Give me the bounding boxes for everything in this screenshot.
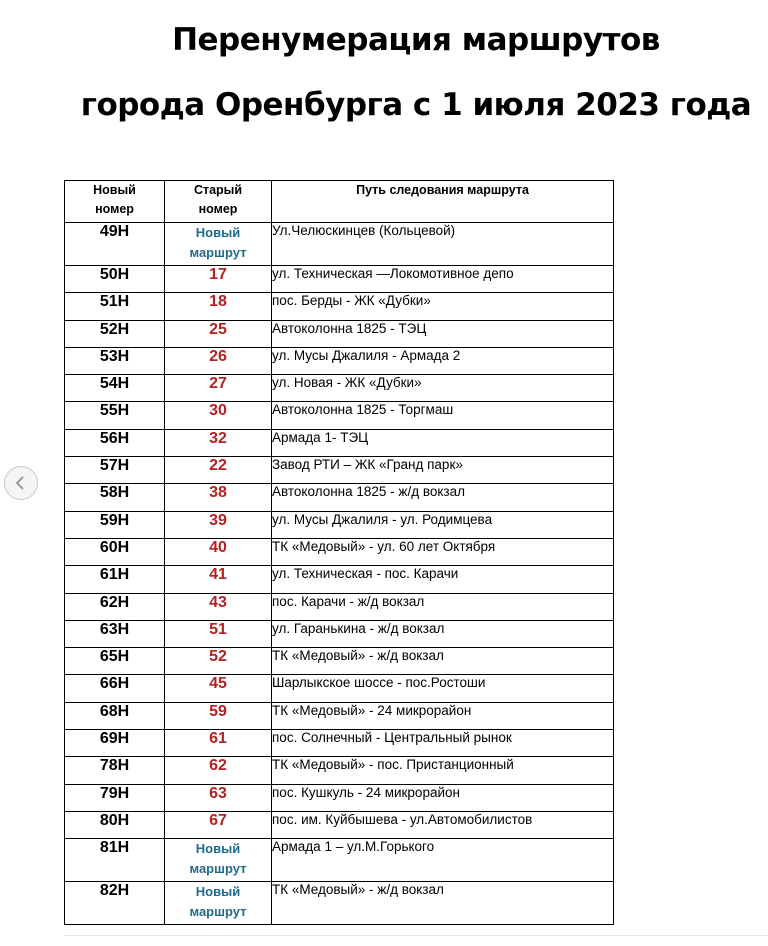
route-path: ТК «Медовый» - ул. 60 лет Октября	[272, 538, 614, 565]
route-path: Армада 1 – ул.М.Горького	[272, 839, 614, 882]
table-row	[65, 223, 614, 266]
old-route-number: 51	[165, 620, 272, 647]
new-route-label-line2: маршрут	[189, 245, 247, 260]
new-route-number: 55Н	[65, 402, 165, 429]
routes-table	[64, 180, 614, 925]
divider	[64, 935, 768, 936]
table-row	[65, 429, 614, 456]
new-route-number: 51Н	[65, 293, 165, 320]
new-route-number: 65Н	[65, 648, 165, 675]
new-route-number: 57Н	[65, 457, 165, 484]
new-route-label	[165, 882, 272, 925]
old-route-number: 52	[165, 648, 272, 675]
route-path: ТК «Медовый» - пос. Пристанционный	[272, 757, 614, 784]
new-route-number: 63Н	[65, 620, 165, 647]
old-route-number: 18	[165, 293, 272, 320]
new-route-number: 56Н	[65, 429, 165, 456]
chevron-left-icon	[13, 475, 29, 491]
old-route-number: 26	[165, 347, 272, 374]
route-path: пос. Карачи - ж/д вокзал	[272, 593, 614, 620]
table-row	[65, 702, 614, 729]
table-row	[65, 484, 614, 511]
new-route-number: 82Н	[65, 882, 165, 925]
table-row	[65, 882, 614, 925]
route-path: Ул.Челюскинцев (Кольцевой)	[272, 223, 614, 266]
old-route-number: 25	[165, 320, 272, 347]
old-route-number: 17	[165, 266, 272, 293]
new-route-number: 59Н	[65, 511, 165, 538]
header-old-number-line2: номер	[198, 202, 238, 216]
route-path: Армада 1- ТЭЦ	[272, 429, 614, 456]
new-route-number: 58Н	[65, 484, 165, 511]
old-route-number: 39	[165, 511, 272, 538]
new-route-number: 79Н	[65, 784, 165, 811]
page-title-line2: города Оренбурга с 1 июля 2023 года	[80, 87, 752, 123]
table-row	[65, 538, 614, 565]
new-route-number: 66Н	[65, 675, 165, 702]
table-row	[65, 511, 614, 538]
route-path: ТК «Медовый» - ж/д вокзал	[272, 648, 614, 675]
route-path: пос. Берды - ЖК «Дубки»	[272, 293, 614, 320]
new-route-number: 53Н	[65, 347, 165, 374]
new-route-number: 60Н	[65, 538, 165, 565]
old-route-number: 43	[165, 593, 272, 620]
route-path: ул. Новая - ЖК «Дубки»	[272, 375, 614, 402]
old-route-number: 61	[165, 730, 272, 757]
route-path: Автоколонна 1825 - ж/д вокзал	[272, 484, 614, 511]
table-row	[65, 648, 614, 675]
route-path: Шарлыкское шоссе - пос.Ростоши	[272, 675, 614, 702]
header-old-number	[165, 181, 272, 223]
new-route-number: 78Н	[65, 757, 165, 784]
new-route-number: 69Н	[65, 730, 165, 757]
table-row	[65, 757, 614, 784]
new-route-number: 68Н	[65, 702, 165, 729]
table-row	[65, 839, 614, 882]
page-title-line1: Перенумерация маршрутов	[172, 22, 660, 58]
route-path: ул. Гаранькина - ж/д вокзал	[272, 620, 614, 647]
header-new-number	[65, 181, 165, 223]
table-row	[65, 784, 614, 811]
new-route-label-line1: Новый	[195, 841, 241, 857]
route-path: ул. Мусы Джалиля - ул. Родимцева	[272, 511, 614, 538]
table-row	[65, 375, 614, 402]
route-path: ул. Техническая - пос. Карачи	[272, 566, 614, 593]
new-route-label-line2: маршрут	[189, 904, 247, 920]
table-row	[65, 566, 614, 593]
table-row	[65, 457, 614, 484]
table-row	[65, 293, 614, 320]
header-old-number-line1: Старый	[193, 183, 243, 197]
new-route-label-line1: Новый	[195, 884, 241, 900]
route-path: ТК «Медовый» - ж/д вокзал	[272, 882, 614, 925]
route-path: ул. Техническая —Локомотивное депо	[272, 266, 614, 293]
route-path: ТК «Медовый» - 24 микрорайон	[272, 702, 614, 729]
old-route-number: 27	[165, 375, 272, 402]
table-header-row	[65, 181, 614, 223]
route-path: пос. им. Куйбышева - ул.Автомобилистов	[272, 811, 614, 838]
table-row	[65, 320, 614, 347]
previous-slide-button[interactable]	[4, 466, 38, 500]
new-route-number: 50Н	[65, 266, 165, 293]
table-row	[65, 811, 614, 838]
new-route-label-line2: маршрут	[189, 861, 247, 877]
old-route-number: 22	[165, 457, 272, 484]
old-route-number: 63	[165, 784, 272, 811]
old-route-number: 62	[165, 757, 272, 784]
table-row	[65, 620, 614, 647]
old-route-number: 67	[165, 811, 272, 838]
header-new-number-line1: Новый	[93, 183, 136, 197]
old-route-number: 38	[165, 484, 272, 511]
header-route-path: Путь следования маршрута	[272, 181, 614, 223]
new-route-number: 52Н	[65, 320, 165, 347]
old-route-number: 30	[165, 402, 272, 429]
route-path: пос. Кушкуль - 24 микрорайон	[272, 784, 614, 811]
new-route-number: 62Н	[65, 593, 165, 620]
route-path: Завод РТИ – ЖК «Гранд парк»	[272, 457, 614, 484]
route-path: Автоколонна 1825 - Торгмаш	[272, 402, 614, 429]
route-path: Автоколонна 1825 - ТЭЦ	[272, 320, 614, 347]
old-route-number: 45	[165, 675, 272, 702]
table-row	[65, 593, 614, 620]
new-route-number: 54Н	[65, 375, 165, 402]
table-row	[65, 347, 614, 374]
table-row	[65, 730, 614, 757]
new-route-number: 61Н	[65, 566, 165, 593]
new-route-label-line1: Новый	[195, 225, 241, 240]
new-route-number: 49Н	[65, 223, 165, 266]
route-path: пос. Солнечный - Центральный рынок	[272, 730, 614, 757]
new-route-label	[165, 839, 272, 882]
table-row	[65, 402, 614, 429]
old-route-number: 41	[165, 566, 272, 593]
new-route-label	[165, 223, 272, 266]
route-path: ул. Мусы Джалиля - Армада 2	[272, 347, 614, 374]
old-route-number: 59	[165, 702, 272, 729]
new-route-number: 80Н	[65, 811, 165, 838]
header-new-number-line2: номер	[95, 202, 134, 216]
table-row	[65, 675, 614, 702]
old-route-number: 32	[165, 429, 272, 456]
new-route-number: 81Н	[65, 839, 165, 882]
old-route-number: 40	[165, 538, 272, 565]
table-row	[65, 266, 614, 293]
